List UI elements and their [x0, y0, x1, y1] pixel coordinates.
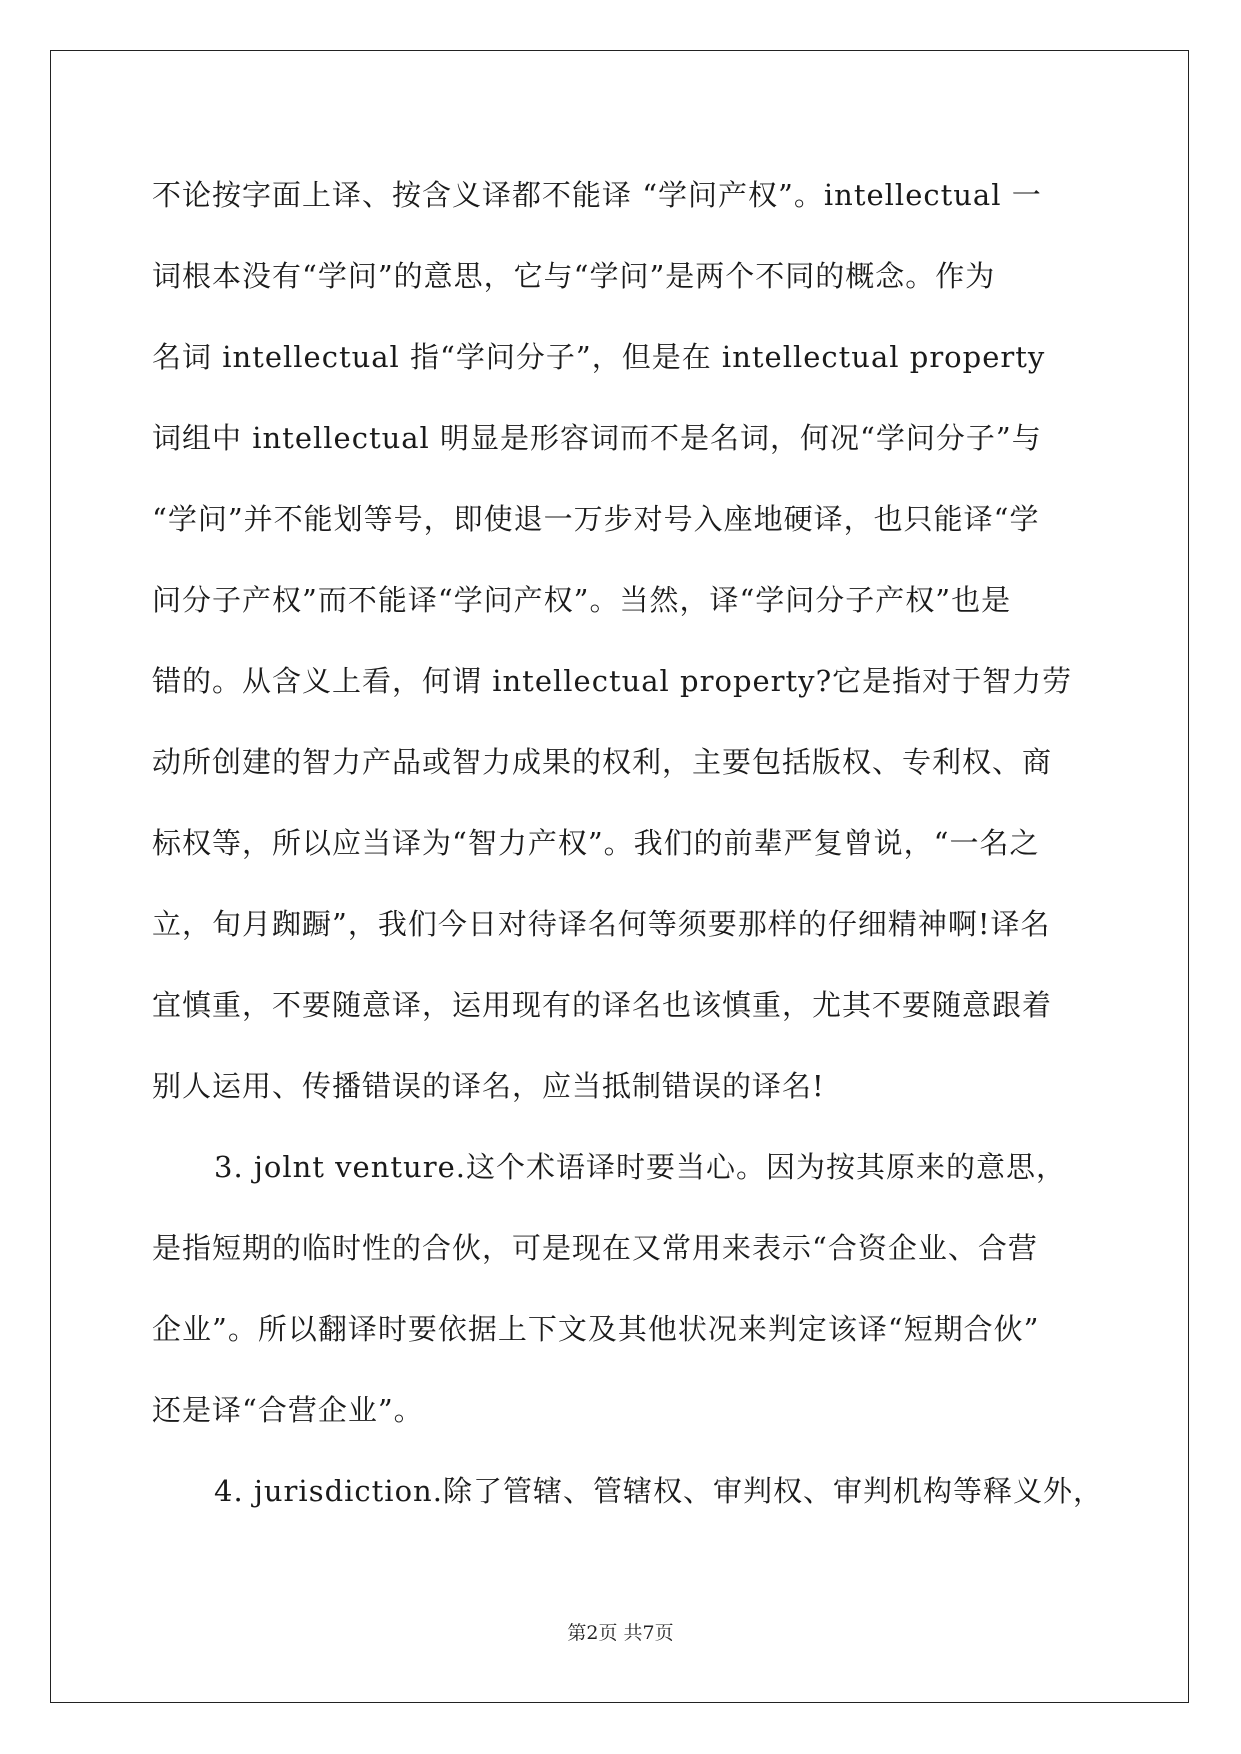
text-line: 名词 intellectual 指“学问分子”，但是在 intellectual property — [152, 340, 1046, 374]
text-line: 别人运用、传播错误的译名，应当抵制错误的译名! — [152, 1069, 825, 1103]
text-line: 标权等，所以应当译为“智力产权”。我们的前辈严复曾说，“一名之 — [152, 826, 1040, 860]
text-line: 宜慎重，不要随意译，运用现有的译名也该慎重，尤其不要随意跟着 — [152, 988, 1053, 1022]
text-line: 立，旬月踟蹰”，我们今日对待译名何等须要那样的仔细精神啊!译名 — [152, 907, 1051, 941]
paragraph-start-line: 4. jurisdiction.除了管辖、管辖权、审判权、审判机构等释义外， — [214, 1474, 1103, 1508]
paragraph-start-line: 3. jolnt venture.这个术语译时要当心。因为按其原来的意思， — [214, 1150, 1066, 1184]
text-line: 是指短期的临时性的合伙，可是现在又常用来表示“合资企业、合营 — [152, 1231, 1038, 1265]
text-line: 还是译“合营企业”。 — [152, 1393, 424, 1427]
text-line: 问分子产权”而不能译“学问产权”。当然，译“学问分子产权”也是 — [152, 583, 1012, 617]
document-body — [152, 155, 1103, 1532]
text-line: 动所创建的智力产品或智力成果的权利，主要包括版权、专利权、商 — [152, 745, 1053, 779]
text-line: 词根本没有“学问”的意思，它与“学问”是两个不同的概念。作为 — [152, 259, 996, 293]
text-line: 不论按字面上译、按含义译都不能译 “学问产权”。intellectual 一 — [152, 178, 1042, 212]
text-line: 词组中 intellectual 明显是形容词而不是名词，何况“学问分子”与 — [152, 421, 1042, 455]
text-line: 企业”。所以翻译时要依据上下文及其他状况来判定该译“短期合伙” — [152, 1312, 1040, 1346]
text-line: “学问”并不能划等号，即使退一万步对号入座地硬译，也只能译“学 — [152, 502, 1040, 536]
page-number-footer: 第2页 共7页 — [567, 1622, 674, 1644]
text-line: 错的。从含义上看，何谓 intellectual property?它是指对于智力劳 — [152, 664, 1073, 698]
